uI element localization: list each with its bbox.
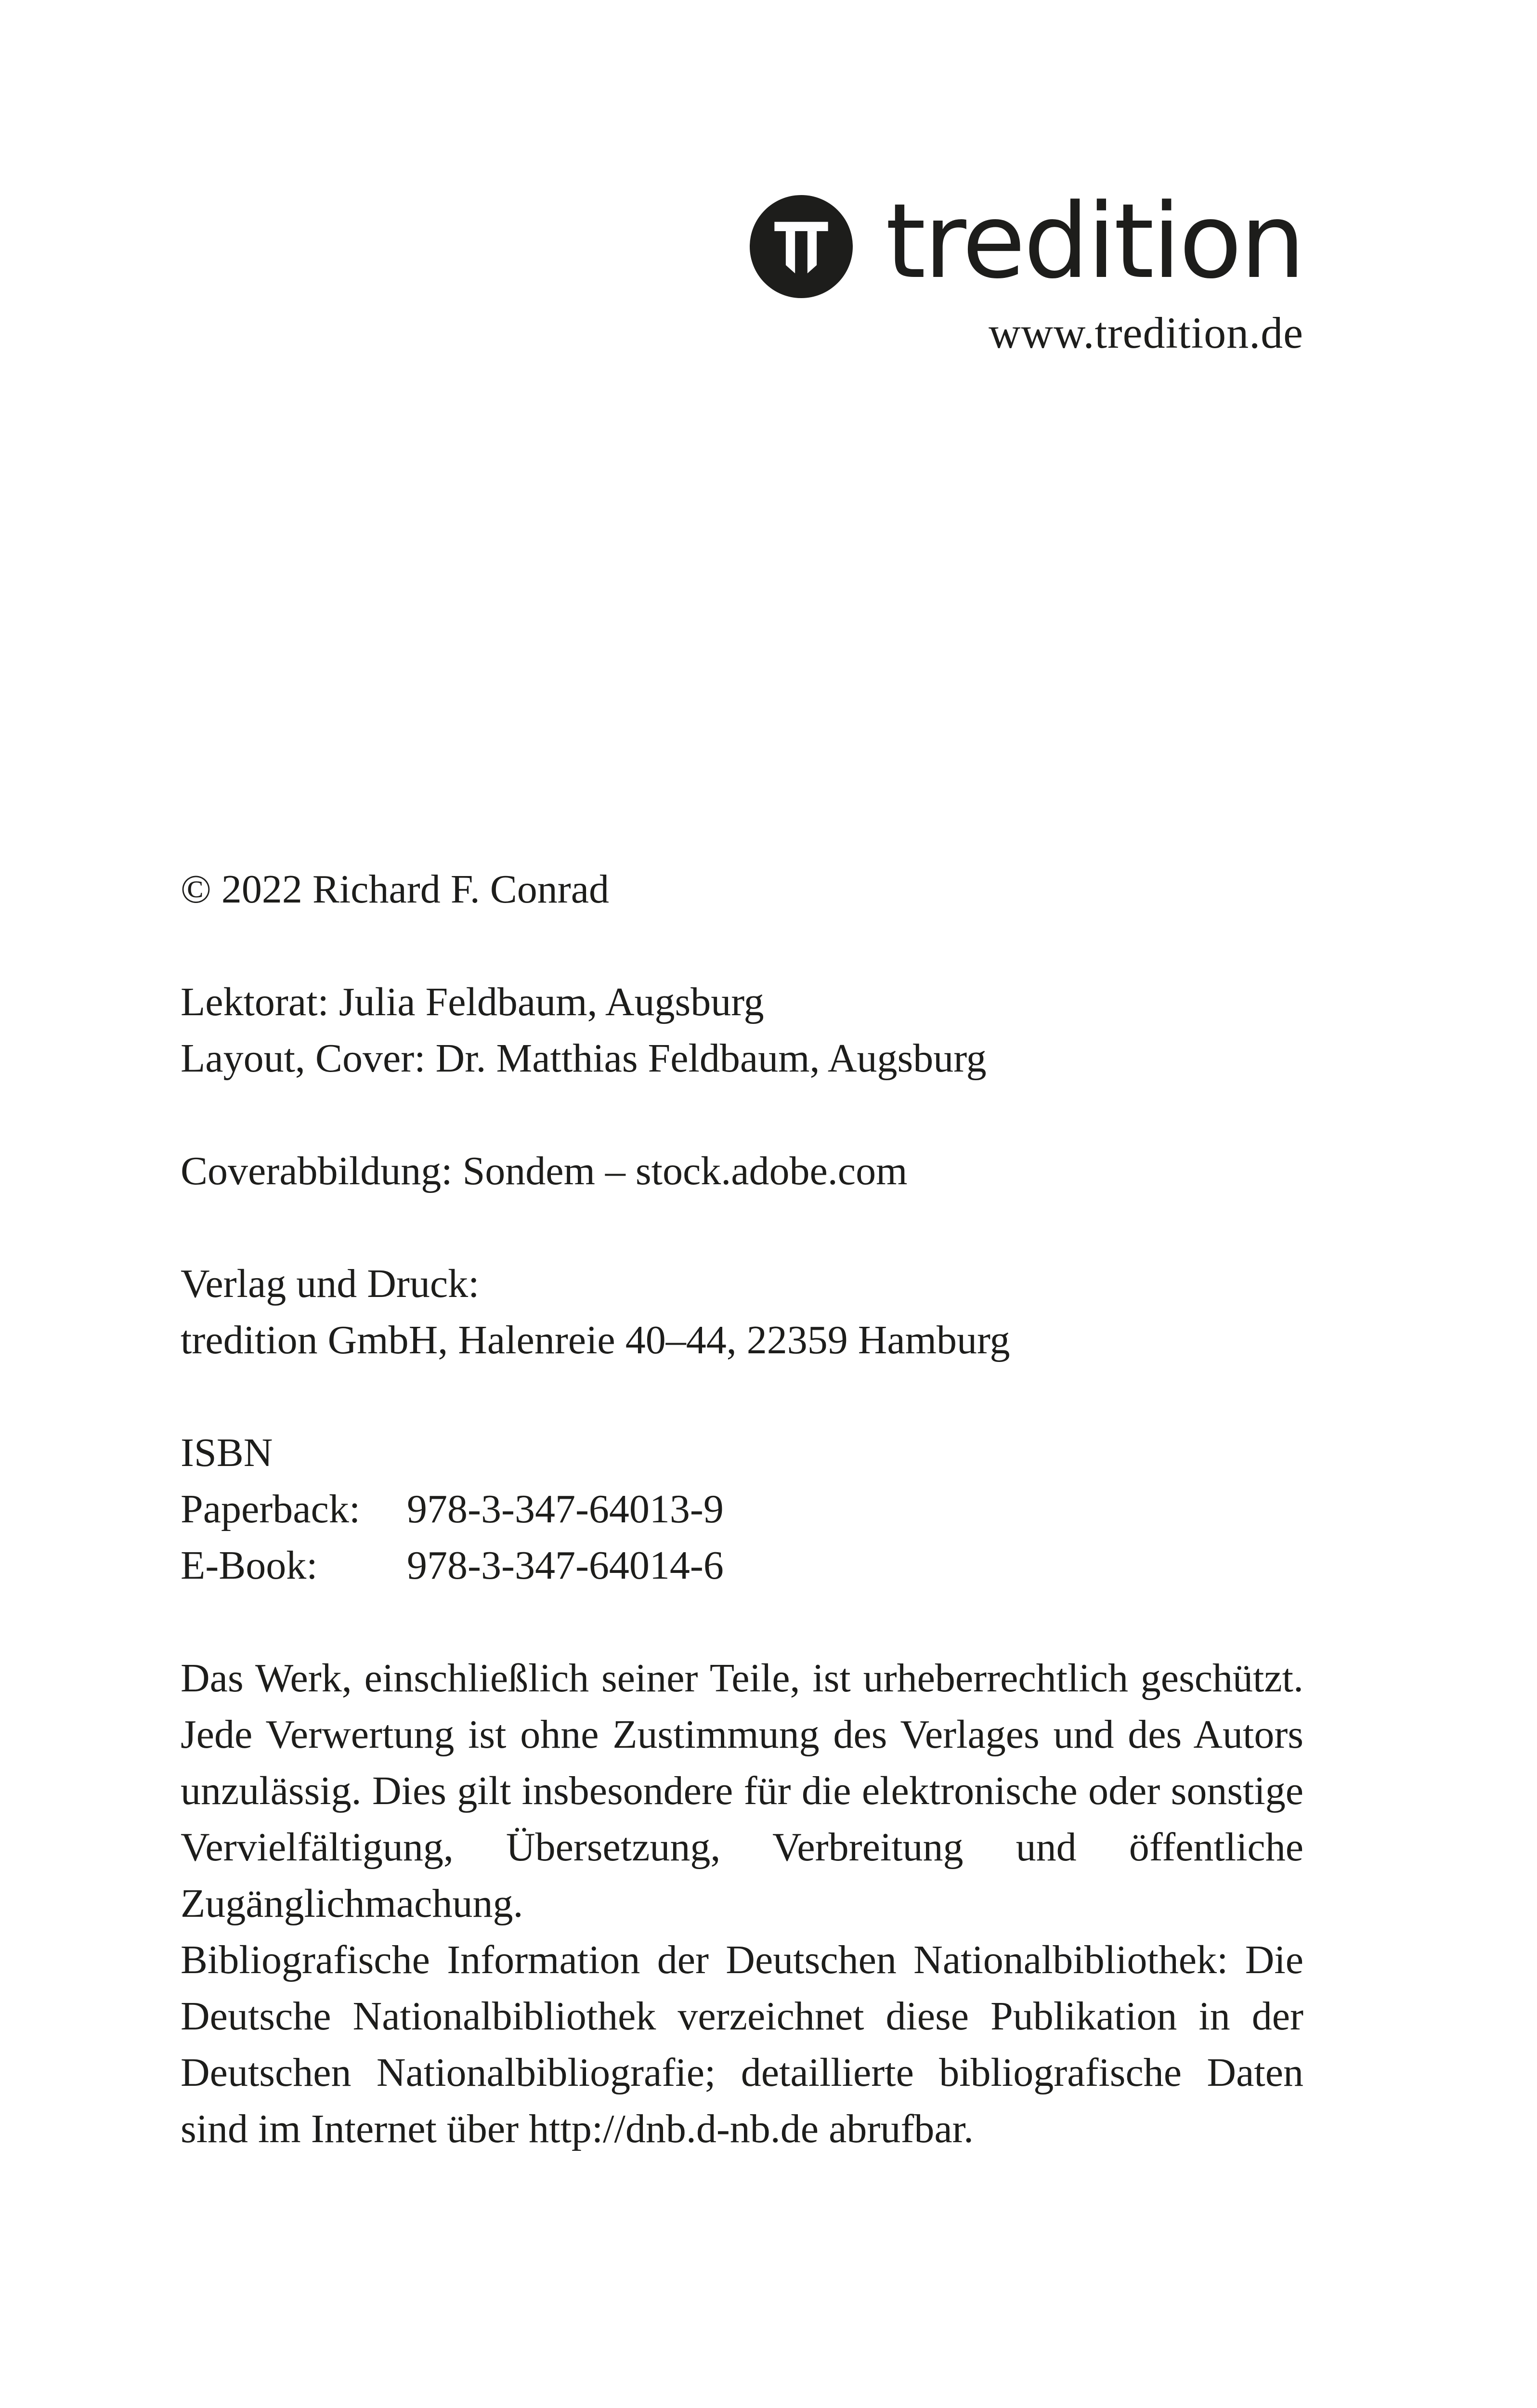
bibliographic-notice: Bibliografische Information der Deutschen Nationalbibliothek: Die Deutsche Nationalbibliothek verzeichnet diese Publikation in der Deutschen Nationalbibliografie; detaillierte bibliografische Daten sind im Internet über http://dnb.d-nb.de abrufbar. bbox=[181, 1937, 1303, 2151]
isbn-label: E-Book: bbox=[181, 1543, 318, 1588]
publisher-wordmark: tredition bbox=[885, 182, 1303, 301]
isbn-value: 978-3-347-64013-9 bbox=[407, 1487, 724, 1531]
isbn-label: Paperback: bbox=[181, 1487, 361, 1531]
publisher-address: tredition GmbH, Halenreie 40–44, 22359 Hamburg bbox=[181, 1318, 1010, 1362]
imprint-text bbox=[181, 861, 1303, 2157]
isbn-value: 978-3-347-64014-6 bbox=[407, 1543, 724, 1588]
layout-cover-credit: Layout, Cover: Dr. Matthias Feldbaum, Augsburg bbox=[181, 1036, 987, 1081]
editing-credit: Lektorat: Julia Feldbaum, Augsburg bbox=[181, 980, 764, 1024]
publisher-logo bbox=[750, 182, 1303, 301]
isbn-row bbox=[181, 1537, 1303, 1594]
isbn-heading: ISBN bbox=[181, 1430, 273, 1475]
tredition-logo-mark-icon bbox=[750, 195, 853, 298]
publisher-heading: Verlag und Druck: bbox=[181, 1261, 480, 1306]
copyright-line: © 2022 Richard F. Conrad bbox=[181, 867, 609, 912]
isbn-row bbox=[181, 1481, 1303, 1537]
cover-image-credit: Coverabbildung: Sondem – stock.adobe.com bbox=[181, 1149, 908, 1193]
publisher-website: www.tredition.de bbox=[989, 308, 1303, 357]
copyright-notice: Das Werk, einschließlich seiner Teile, ist urheberrechtlich geschützt. Jede Verwertung ist ohne Zustimmung des Verlages und des Autors unzulässig. Dies gilt insbesondere für die elektronische oder sonstige Vervielfältigung, Übersetzung, Verbreitung und öffentliche Zugänglichmachung. bbox=[181, 1656, 1303, 1926]
